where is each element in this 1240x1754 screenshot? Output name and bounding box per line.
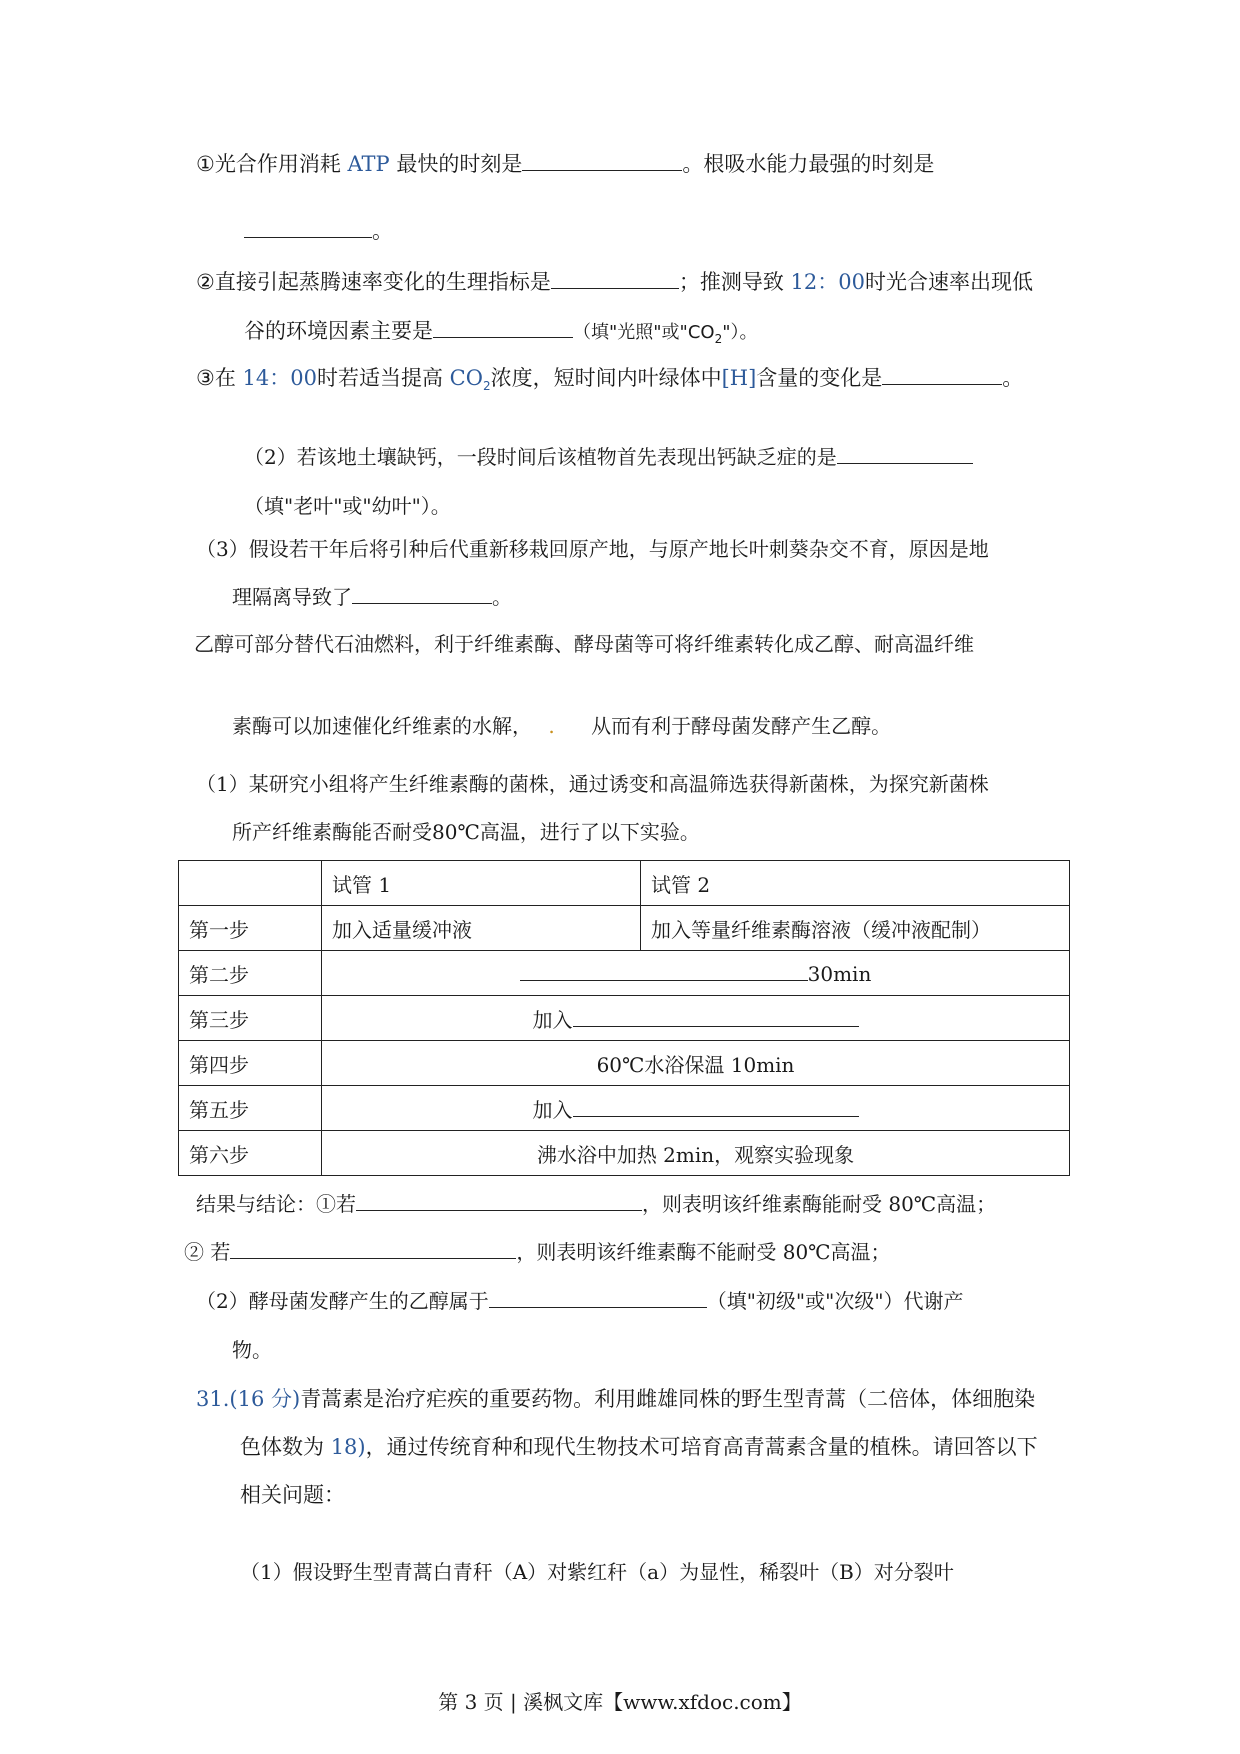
step3-content: 加入 bbox=[322, 996, 1070, 1041]
page-footer: 第 3 页 | 溪枫文库【www.xfdoc.com】 bbox=[438, 1690, 802, 1714]
table-row bbox=[179, 1041, 1070, 1086]
q30-result1: 结果与结论：①若 ，则表明该纤维素酶能耐受 80℃高温； bbox=[196, 1192, 997, 1216]
table-header-tube2: 试管 2 bbox=[641, 861, 1070, 906]
step2-content: 30min bbox=[322, 951, 1070, 996]
answer-blank[interactable] bbox=[489, 1287, 707, 1308]
step1-tube1: 加入适量缓冲液 bbox=[322, 906, 641, 951]
q29-item2-line2: 谷的环境因素主要是 （填"光照"或"$CO_2$"）。 bbox=[244, 319, 758, 347]
q29-item3: ③在 14：00时若适当提高 $CO_2$浓度，短时间内叶绿体中[H]含量的变化是 。 bbox=[196, 366, 1024, 394]
q31-line3: 相关问题： bbox=[240, 1483, 345, 1507]
step-label: 第四步 bbox=[179, 1041, 322, 1086]
table-header-row bbox=[179, 861, 1070, 906]
q31-line1: 31.(16 分)青蒿素是治疗疟疾的重要药物。利用雌雄同株的野生型青蒿（二倍体，体细胞染 bbox=[196, 1387, 1036, 1411]
answer-blank[interactable] bbox=[244, 217, 372, 238]
q31-sub1: （1）假设野生型青蒿白青秆（A）对紫红秆（a）为显性，稀裂叶（B）对分裂叶 bbox=[240, 1560, 954, 1584]
answer-blank[interactable] bbox=[573, 1006, 859, 1027]
step6-content: 沸水浴中加热 2min，观察实验现象 bbox=[322, 1131, 1070, 1176]
table-row bbox=[179, 951, 1070, 996]
step-label: 第三步 bbox=[179, 996, 322, 1041]
q29-sub3-line1: （3）假设若干年后将引种后代重新移栽回原产地，与原产地长叶刺葵杂交不育，原因是地 bbox=[196, 537, 989, 561]
step-label: 第五步 bbox=[179, 1086, 322, 1131]
answer-blank[interactable] bbox=[230, 1238, 516, 1259]
step1-tube2: 加入等量纤维素酶溶液（缓冲液配制） bbox=[641, 906, 1070, 951]
q30-intro-line1: 乙醇可部分替代石油燃料，利于纤维素酶、酵母菌等可将纤维素转化成乙醇、耐高温纤维 bbox=[194, 632, 974, 656]
q30-sub1-line2: 所产纤维素酶能否耐受80℃高温，进行了以下实验。 bbox=[232, 820, 700, 844]
answer-blank[interactable] bbox=[352, 583, 492, 604]
table-row bbox=[179, 1086, 1070, 1131]
experiment-table bbox=[178, 860, 1070, 1176]
q29-sub2-line2: （填"老叶"或"幼叶"）。 bbox=[244, 494, 451, 518]
q31-line2: 色体数为 18)，通过传统育种和现代生物技术可培育高青蒿素含量的植株。请回答以下 bbox=[240, 1435, 1038, 1459]
q29-sub2-line1: （2）若该地土壤缺钙，一段时间后该植物首先表现出钙缺乏症的是 bbox=[244, 443, 973, 471]
q29-item1-line2: 。 bbox=[244, 217, 393, 245]
answer-blank[interactable] bbox=[520, 960, 808, 981]
table-row bbox=[179, 996, 1070, 1041]
q29-item2-line1: ②直接引起蒸腾速率变化的生理指标是 ；推测导致 12：00时光合速率出现低 bbox=[196, 270, 1033, 294]
answer-blank[interactable] bbox=[433, 317, 573, 338]
answer-blank[interactable] bbox=[522, 150, 682, 171]
q30-sub2-line1: （2）酵母菌发酵产生的乙醇属于 （填"初级"或"次级"）代谢产 bbox=[196, 1289, 964, 1313]
answer-blank[interactable] bbox=[551, 268, 679, 289]
q30-intro-line2: 素酶可以加速催化纤维素的水解， . 从而有利于酵母菌发酵产生乙醇。 bbox=[232, 714, 892, 738]
q29-item1-line1: ①光合作用消耗 ATP 最快的时刻是 。根吸水能力最强的时刻是 bbox=[196, 152, 935, 176]
answer-blank[interactable] bbox=[837, 443, 973, 464]
step5-content: 加入 bbox=[322, 1086, 1070, 1131]
answer-blank[interactable] bbox=[882, 364, 1002, 385]
answer-blank[interactable] bbox=[573, 1096, 859, 1117]
q30-result2: ② 若 ，则表明该纤维素酶不能耐受 80℃高温； bbox=[184, 1240, 891, 1264]
q30-sub2-line2: 物。 bbox=[232, 1338, 272, 1362]
table-row bbox=[179, 1131, 1070, 1176]
q30-sub1-line1: （1）某研究小组将产生纤维素酶的菌株，通过诱变和高温筛选获得新菌株，为探究新菌株 bbox=[196, 772, 989, 796]
table-header-tube1: 试管 1 bbox=[322, 861, 641, 906]
stray-mark: . bbox=[548, 714, 555, 738]
step4-content: 60℃水浴保温 10min bbox=[322, 1041, 1070, 1086]
q29-sub3-line2: 理隔离导致了 。 bbox=[232, 585, 512, 609]
step-label: 第六步 bbox=[179, 1131, 322, 1176]
answer-blank[interactable] bbox=[356, 1190, 642, 1211]
step-label: 第二步 bbox=[179, 951, 322, 996]
step-label: 第一步 bbox=[179, 906, 322, 951]
table-row bbox=[179, 906, 1070, 951]
table-header-empty bbox=[179, 861, 322, 906]
